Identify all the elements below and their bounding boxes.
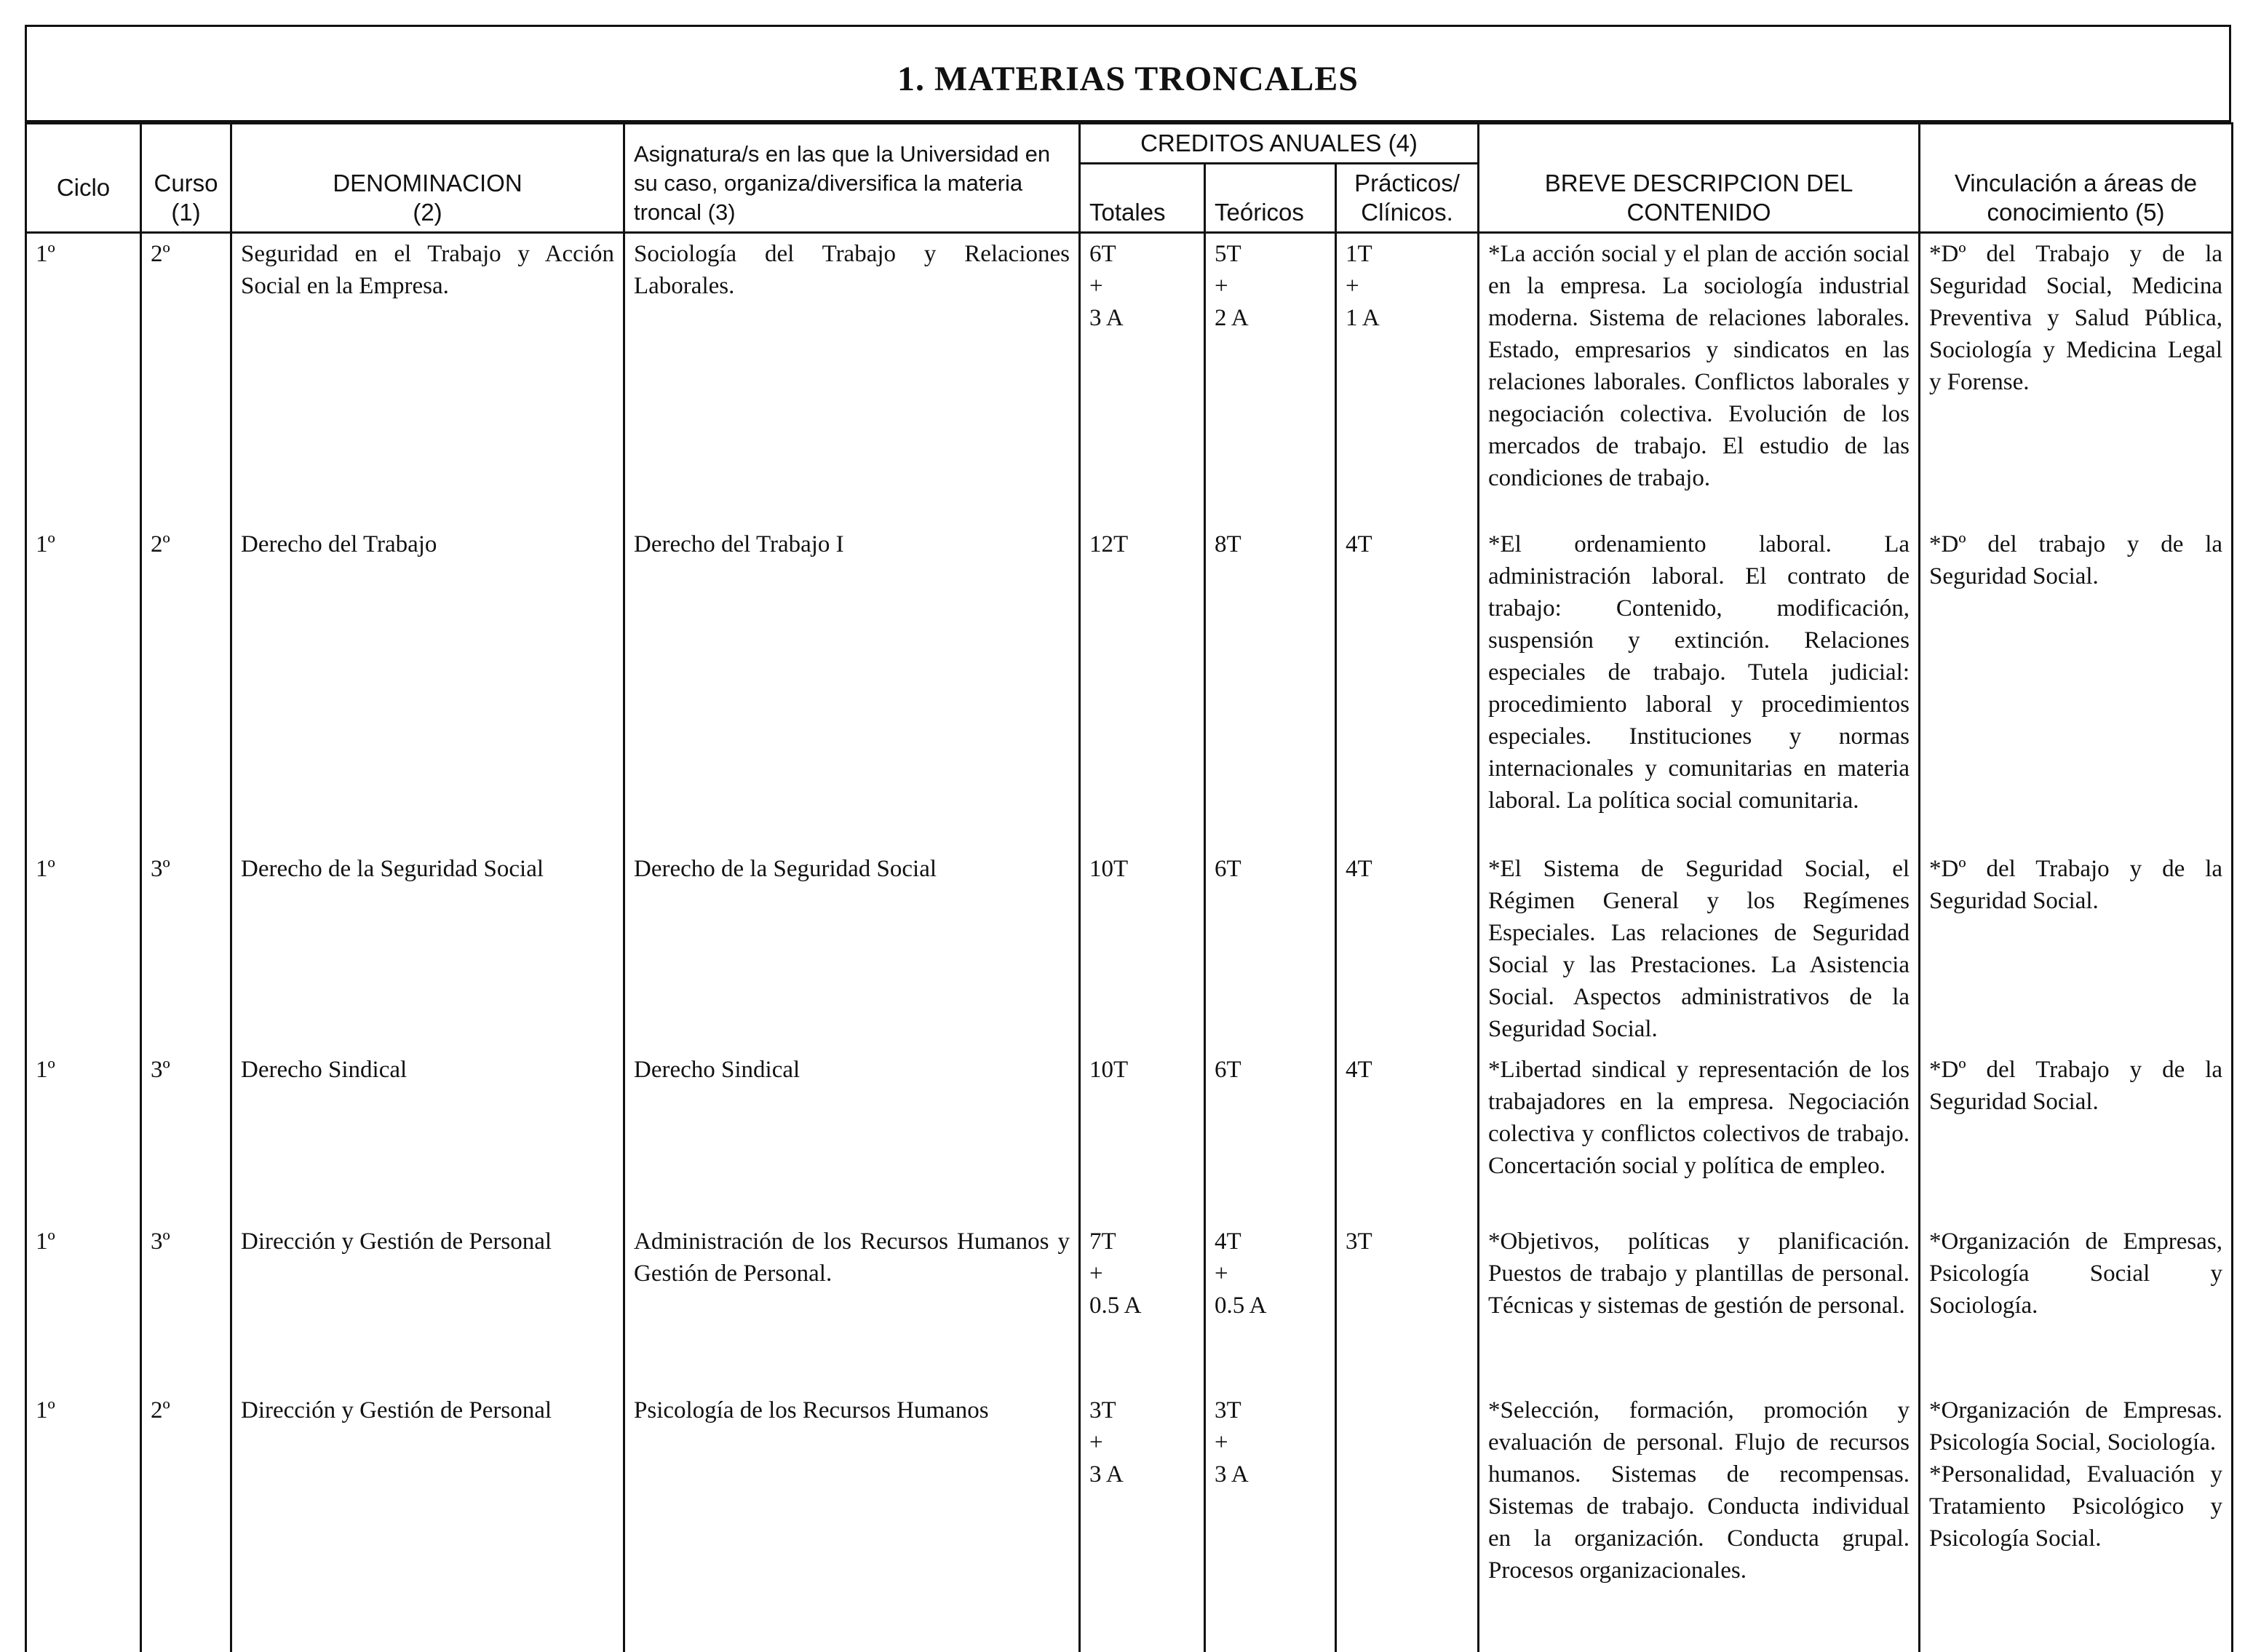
cell-denominacion: Derecho de la Seguridad Social	[231, 849, 624, 1049]
cell-teoricos: 3T + 3 A	[1205, 1390, 1336, 1652]
page-title: 1. MATERIAS TRONCALES	[897, 59, 1359, 98]
cell-descripcion: *Selección, formación, promoción y evaluación de personal. Flujo de recursos humanos. Sistemas de recompensas. Sistemas de trabajo. Conducta individual en la organización. Conducta grupal. Procesos organizacionales.	[1479, 1390, 1920, 1652]
cell-denominacion: Dirección y Gestión de Personal	[231, 1221, 624, 1390]
cell-denominacion: Derecho del Trabajo	[231, 524, 624, 849]
document-page	[25, 25, 2231, 1611]
cell-teoricos: 4T + 0.5 A	[1205, 1221, 1336, 1390]
cell-descripcion: *Libertad sindical y representación de los trabajadores en la empresa. Negociación colectiva y conflictos colectivos de trabajo. Concertación social y política de empleo.	[1479, 1049, 1920, 1221]
title-box	[25, 25, 2231, 122]
cell-ciclo: 1º	[26, 1049, 141, 1221]
cell-totales: 10T	[1080, 849, 1205, 1049]
cell-curso: 2º	[141, 1390, 231, 1652]
table-row	[26, 849, 2233, 1049]
cell-asignatura: Derecho de la Seguridad Social	[624, 849, 1080, 1049]
header-asignaturas: Asignatura/s en las que la Universidad en su caso, organiza/diversifica la materia troncal (3)	[624, 124, 1080, 233]
header-creditos-anuales: CREDITOS ANUALES (4)	[1080, 124, 1479, 164]
header-teoricos: Teóricos	[1205, 164, 1336, 233]
cell-totales: 12T	[1080, 524, 1205, 849]
table-row	[26, 524, 2233, 849]
cell-denominacion: Derecho Sindical	[231, 1049, 624, 1221]
header-totales: Totales	[1080, 164, 1205, 233]
cell-asignatura: Derecho Sindical	[624, 1049, 1080, 1221]
cell-ciclo: 1º	[26, 233, 141, 524]
cell-practicos: 1T + 1 A	[1336, 233, 1479, 524]
cell-practicos: 4T	[1336, 849, 1479, 1049]
cell-totales: 7T + 0.5 A	[1080, 1221, 1205, 1390]
header-ciclo: Ciclo	[26, 124, 141, 233]
header-vinculacion: Vinculación a áreas de conocimiento (5)	[1920, 124, 2233, 233]
cell-descripcion: *El ordenamiento laboral. La administración laboral. El contrato de trabajo: Contenido, modificación, suspensión y extinción. Relaciones especiales de trabajo. Tutela judicial: procedimiento laboral y procedimientos especiales. Instituciones y normas internacionales y comunitarias en materia laboral. La política social comunitaria.	[1479, 524, 1920, 849]
cell-curso: 3º	[141, 1049, 231, 1221]
cell-vinculacion: *Organización de Empresas. Psicología Social, Sociología. *Personalidad, Evaluación y Tratamiento Psicológico y Psicología Social.	[1920, 1390, 2233, 1652]
cell-practicos: 3T	[1336, 1221, 1479, 1390]
cell-teoricos: 6T	[1205, 849, 1336, 1049]
table-row	[26, 1390, 2233, 1652]
header-breve-descripcion: BREVE DESCRIPCION DEL CONTENIDO	[1479, 124, 1920, 233]
cell-denominacion: Seguridad en el Trabajo y Acción Social en la Empresa.	[231, 233, 624, 524]
cell-denominacion: Dirección y Gestión de Personal	[231, 1390, 624, 1652]
header-curso: Curso (1)	[141, 124, 231, 233]
cell-asignatura: Administración de los Recursos Humanos y Gestión de Personal.	[624, 1221, 1080, 1390]
cell-ciclo: 1º	[26, 1221, 141, 1390]
cell-descripcion: *Objetivos, políticas y planificación. Puestos de trabajo y plantillas de personal. Técnicas y sistemas de gestión de personal.	[1479, 1221, 1920, 1390]
cell-curso: 2º	[141, 524, 231, 849]
cell-teoricos: 5T + 2 A	[1205, 233, 1336, 524]
table-row	[26, 233, 2233, 524]
cell-teoricos: 6T	[1205, 1049, 1336, 1221]
cell-vinculacion: *Organización de Empresas, Psicología Social y Sociología.	[1920, 1221, 2233, 1390]
header-practicos: Prácticos/ Clínicos.	[1336, 164, 1479, 233]
cell-totales: 6T + 3 A	[1080, 233, 1205, 524]
cell-descripcion: *La acción social y el plan de acción social en la empresa. La sociología industrial moderna. Sistema de relaciones laborales. Estado, empresarios y sindicatos en las relaciones laborales. Conflictos laborales y negociación colectiva. Evolución de los mercados de trabajo. El estudio de las condiciones de trabajo.	[1479, 233, 1920, 524]
cell-totales: 10T	[1080, 1049, 1205, 1221]
table-row	[26, 1049, 2233, 1221]
cell-totales: 3T + 3 A	[1080, 1390, 1205, 1652]
cell-asignatura: Sociología del Trabajo y Relaciones Laborales.	[624, 233, 1080, 524]
cell-curso: 3º	[141, 1221, 231, 1390]
cell-vinculacion: *Dº del Trabajo y de la Seguridad Social.	[1920, 1049, 2233, 1221]
cell-asignatura: Psicología de los Recursos Humanos	[624, 1390, 1080, 1652]
cell-descripcion: *El Sistema de Seguridad Social, el Régimen General y los Regímenes Especiales. Las relaciones de Seguridad Social y las Prestaciones. La Asistencia Social. Aspectos administrativos de la Seguridad Social.	[1479, 849, 1920, 1049]
materias-troncales-table	[25, 122, 2233, 1652]
cell-practicos: 4T	[1336, 524, 1479, 849]
header-denominacion: DENOMINACION (2)	[231, 124, 624, 233]
cell-curso: 2º	[141, 233, 231, 524]
cell-curso: 3º	[141, 849, 231, 1049]
cell-ciclo: 1º	[26, 1390, 141, 1652]
table-row	[26, 1221, 2233, 1390]
cell-ciclo: 1º	[26, 849, 141, 1049]
cell-asignatura: Derecho del Trabajo I	[624, 524, 1080, 849]
cell-vinculacion: *Dº del trabajo y de la Seguridad Social.	[1920, 524, 2233, 849]
cell-practicos	[1336, 1390, 1479, 1652]
cell-vinculacion: *Dº del Trabajo y de la Seguridad Social, Medicina Preventiva y Salud Pública, Sociología y Medicina Legal y Forense.	[1920, 233, 2233, 524]
cell-vinculacion: *Dº del Trabajo y de la Seguridad Social.	[1920, 849, 2233, 1049]
cell-practicos: 4T	[1336, 1049, 1479, 1221]
cell-ciclo: 1º	[26, 524, 141, 849]
cell-teoricos: 8T	[1205, 524, 1336, 849]
